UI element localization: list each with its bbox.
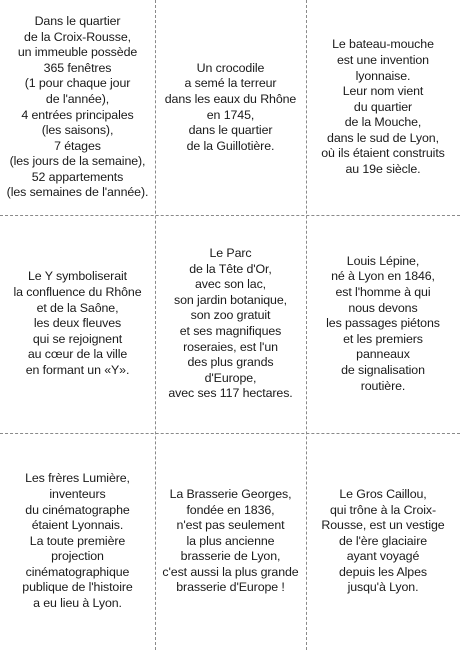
card-text: La Brasserie Georges, fondée en 1836, n'est pas seulement la plus ancienne brasserie de Lyon, c'est aussi la plus grande brasserie d'Europe ! — [162, 486, 299, 595]
fact-card-freres-lumiere — [0, 433, 155, 650]
fact-card-louis-lepine — [306, 215, 460, 433]
fact-card-bateau-mouche — [306, 0, 460, 215]
fact-card-brasserie-georges — [155, 433, 306, 650]
card-text: Le bateau-mouche est une invention lyonnaise. Leur nom vient du quartier de la Mouche, dans le sud de Lyon, où ils étaient construits au 19e siècle. — [321, 37, 445, 177]
fact-card-y-symbol — [0, 215, 155, 433]
fact-card-crocodile — [155, 0, 306, 215]
card-text: Dans le quartier de la Croix-Rousse, un immeuble possède 365 fenêtres (1 pour chaque jour de l'année), 4 entrées principales (les saisons), 7 étages (les jours de la semaine), 52 appartements (les semaines de l'année). — [6, 13, 149, 200]
card-text: Le Gros Caillou, qui trône à la Croix- Rousse, est un vestige de l'ère glaciaire ayant voyagé depuis les Alpes jusqu'à Lyon. — [321, 486, 445, 595]
fact-card-parc-tete-dor — [155, 215, 306, 433]
fact-card-croix-rousse-building — [0, 0, 155, 215]
card-text: Le Parc de la Tête d'Or, avec son lac, son jardin botanique, son zoo gratuit et ses magnifiques roseraies, est l'un des plus grands d'Europe, avec ses 117 hectares. — [168, 246, 293, 401]
card-text: Un crocodile a semé la terreur dans les eaux du Rhône en 1745, dans le quartier de la Guillotière. — [164, 60, 297, 153]
card-text: Louis Lépine, né à Lyon en 1846, est l'homme à qui nous devons les passages piétons et les premiers panneaux de signalisation routière. — [326, 253, 440, 393]
card-text: Le Y symboliserait la confluence du Rhône et de la Saône, les deux fleuves qui se rejoignent au cœur de la ville en formant un «Y». — [13, 269, 142, 377]
card-text: Les frères Lumière, inventeurs du cinématographe étaient Lyonnais. La toute première projection cinématographique publique de l'histoire a eu lieu à Lyon. — [22, 471, 133, 611]
fact-card-gros-caillou — [306, 433, 460, 650]
